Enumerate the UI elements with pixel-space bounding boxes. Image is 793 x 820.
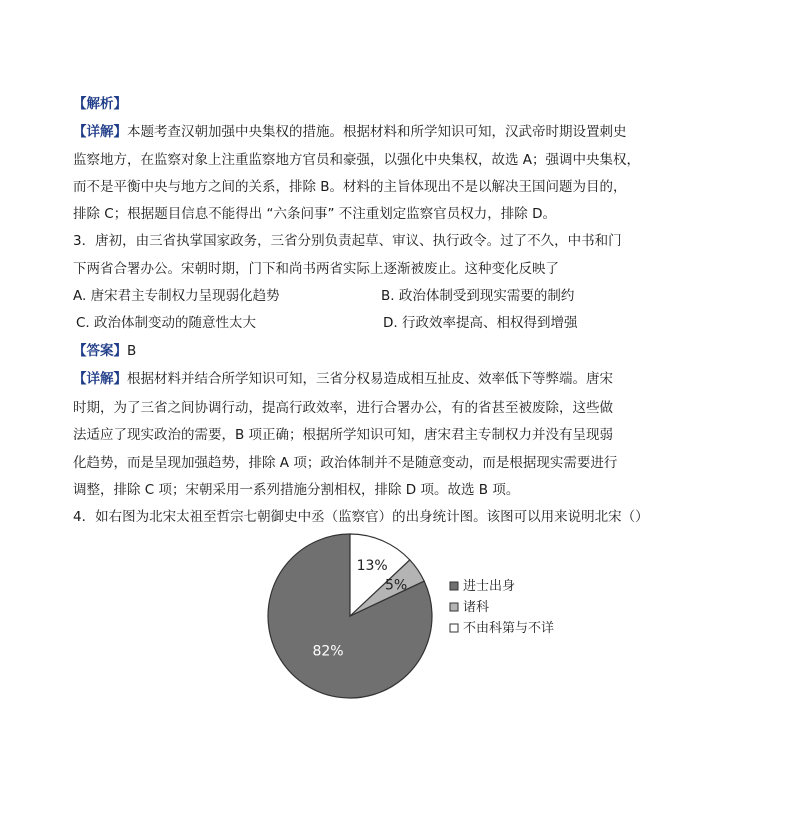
q3-explain-line-3: 法适应了现实政治的需要，B 项正确；根据所学知识可知，唐宋君主专制权力并没有呈现弱 (73, 427, 614, 443)
q3-stem-line-2: 下两省合署办公。宋朝时期，门下和尚书两省实际上逐渐被废止。这种变化反映了 (73, 261, 559, 277)
q3-option-d: D. 行政效率提高、相权得到增强 (383, 315, 578, 331)
q3-explain-line-1 (73, 369, 613, 389)
legend-label-2: 诸科 (463, 600, 490, 615)
legend-swatch-3 (450, 624, 458, 632)
legend-label-1: 进士出身 (463, 579, 516, 594)
pie-slice-label-1: 82% (312, 643, 344, 660)
pie-slices (268, 534, 432, 698)
q2-explain-line-4: 排除 C；根据题目信息不能得出 “六条问事” 不注重划定监察官员权力，排除 D。 (73, 206, 556, 222)
q2-explain-line-1 (73, 122, 627, 142)
pie-legend (450, 578, 554, 636)
q2-explain-tag: 【详解】 (73, 124, 127, 140)
q3-stem-line-1: 3．唐初，由三省执掌国家政务，三省分别负责起草、审议、执行政令。过了不久，中书和门 (73, 233, 622, 249)
legend-swatch-1 (450, 582, 458, 590)
analysis-tag: 【解析】 (73, 96, 127, 112)
q3-explain-line-4: 化趋势，而是呈现加强趋势，排除 A 项；政治体制并不是随意变动，而是根据现实需要进行 (73, 455, 618, 471)
q3-explain-tag: 【详解】 (73, 371, 127, 387)
q3-answer-value: B (127, 343, 137, 359)
legend-swatch-2 (450, 603, 458, 611)
q2-explain-text-1: 本题考查汉朝加强中央集权的措施。根据材料和所学知识可知，汉武帝时期设置刺史 (127, 124, 627, 140)
q3-answer-line (73, 341, 136, 361)
pie-slice-label-3: 13% (356, 557, 388, 574)
q3-explain-line-5: 调整，排除 C 项；宋朝采用一系列措施分割相权，排除 D 项。故选 B 项。 (73, 482, 520, 498)
q3-option-a: A. 唐宋君主专制权力呈现弱化趋势 (73, 288, 280, 304)
q4-stem: 4．如右图为北宋太祖至哲宗七朝御史中丞（监察官）的出身统计图。该图可以用来说明北宋（） (73, 509, 649, 525)
q3-answer-tag: 【答案】 (73, 343, 127, 359)
q3-explain-text-1: 根据材料并结合所学知识可知，三省分权易造成相互扯皮、效率低下等弊端。唐宋 (127, 371, 613, 387)
analysis-heading (73, 94, 127, 114)
legend-label-3: 不由科第与不详 (463, 621, 555, 636)
q4-pie-chart (260, 528, 580, 708)
q2-explain-line-3: 而不是平衡中央与地方之间的关系，排除 B。材料的主旨体现出不是以解决王国问题为目的， (73, 179, 627, 195)
pie-slice-label-2: 5% (385, 577, 408, 594)
q2-explain-line-2: 监察地方，在监察对象上注重监察地方官员和豪强，以强化中央集权，故选 A；强调中央集权， (73, 152, 641, 168)
q3-option-b: B. 政治体制受到现实需要的制约 (381, 288, 575, 304)
q3-explain-line-2: 时期，为了三省之间协调行动，提高行政效率，进行合署办公，有的省甚至被废除，这些做 (73, 400, 613, 416)
q3-option-c: C. 政治体制变动的随意性太大 (76, 315, 257, 331)
